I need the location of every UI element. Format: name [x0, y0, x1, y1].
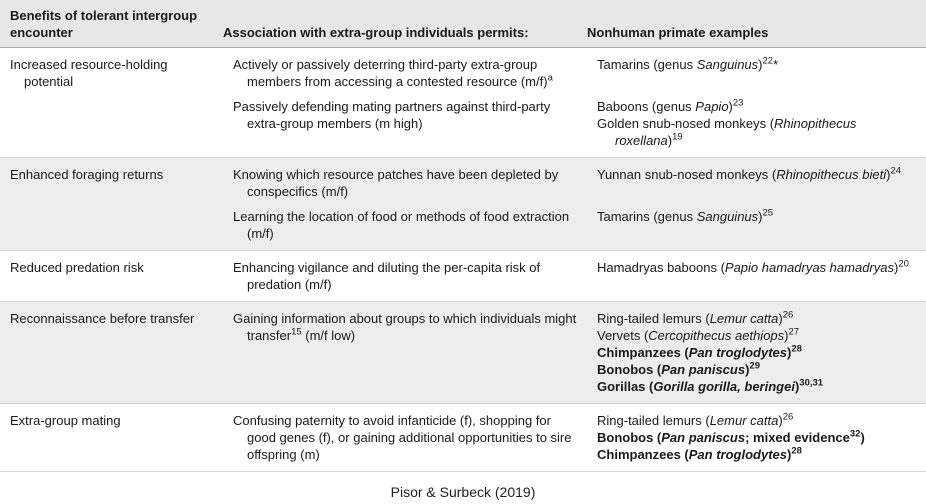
example-line: Ring-tailed lemurs (Lemur catta)$^{26}$	[597, 411, 794, 428]
mechanism-cell: Knowing which resource patches have been depleted by conspecifics (m/f)	[233, 167, 559, 199]
example-line: Hamadryas baboons (Papio hamadryas hamadryas)$^{20}$	[597, 258, 909, 275]
benefit-cell: Increased resource-holding potential	[10, 57, 168, 89]
example-line: Bonobos (Pan paniscus; mixed evidence$^{32}$)	[597, 428, 865, 445]
example-line: Ring-tailed lemurs (Lemur catta)$^{26}$	[597, 309, 794, 326]
mechanism-cell: Enhancing vigilance and diluting the per-capita risk of predation (m/f)	[233, 260, 541, 292]
table-band	[0, 250, 926, 301]
examples-cell	[587, 208, 926, 242]
table-band	[0, 48, 926, 157]
example-line: Vervets (Cercopithecus aethiops)$^{27}$	[597, 326, 800, 343]
example-line: Tamarins (genus Sanguinus)$^{25}$	[597, 207, 774, 224]
table-row	[0, 408, 926, 467]
table-row	[0, 255, 926, 297]
benefit-cell: Extra-group mating	[10, 413, 121, 428]
table-row	[0, 204, 926, 246]
table-row	[0, 52, 926, 94]
table-row	[0, 306, 926, 399]
benefit-cell	[0, 98, 223, 149]
table-body	[0, 48, 926, 472]
mechanism-cell: Confusing paternity to avoid infanticide (f), shopping for good genes (f), or gaining additional opportunities to sire offspring (m)	[233, 413, 572, 462]
example-line: Golden snub-nosed monkeys (Rhinopithecus roxellana)$^{19}$	[597, 116, 857, 148]
benefit-cell: Reduced predation risk	[10, 260, 144, 275]
examples-cell	[587, 56, 926, 90]
column-header-association: Association with extra-group individuals permits:	[223, 25, 529, 40]
example-line: Gorillas (Gorilla gorilla, beringei)$^{30,31}$	[597, 377, 824, 394]
table-band	[0, 157, 926, 250]
example-line: Bonobos (Pan paniscus)$^{29}$	[597, 360, 760, 377]
table-band	[0, 301, 926, 403]
example-line: Yunnan snub-nosed monkeys (Rhinopithecus bieti)$^{24}$	[597, 165, 902, 182]
source-caption: Pisor & Surbeck (2019)	[390, 484, 536, 500]
example-line: Chimpanzees (Pan troglodytes)$^{28}$	[597, 445, 802, 462]
examples-cell	[587, 310, 926, 395]
example-line: Baboons (genus Papio)$^{23}$	[597, 97, 744, 114]
mechanism-cell: Gaining information about groups to which individuals might transfer$^{15}$ (m/f low)	[233, 311, 577, 343]
example-line: Tamarins (genus Sanguinus)$^{22}$*	[597, 55, 779, 72]
table-row	[0, 162, 926, 204]
examples-cell	[587, 259, 926, 293]
benefit-cell	[0, 208, 223, 242]
mechanism-cell: Passively defending mating partners against third-party extra-group members (m high)	[233, 99, 551, 131]
table-row	[0, 94, 926, 153]
mechanism-cell: Actively or passively deterring third-party extra-group members from accessing a contested resource $(m/f)^a$	[233, 57, 553, 89]
column-header-benefits: Benefits of tolerant intergroup encounter	[10, 8, 198, 40]
table-band	[0, 403, 926, 471]
benefit-cell: Reconnaissance before transfer	[10, 311, 195, 326]
column-header-examples: Nonhuman primate examples	[587, 25, 769, 40]
example-line: Chimpanzees (Pan troglodytes)$^{28}$	[597, 343, 802, 360]
examples-cell	[587, 412, 926, 463]
benefit-cell: Enhanced foraging returns	[10, 167, 164, 182]
table-header-row	[0, 0, 926, 48]
mechanism-cell: Learning the location of food or methods of food extraction (m/f)	[233, 209, 570, 241]
examples-cell	[587, 166, 926, 200]
examples-cell	[587, 98, 926, 149]
